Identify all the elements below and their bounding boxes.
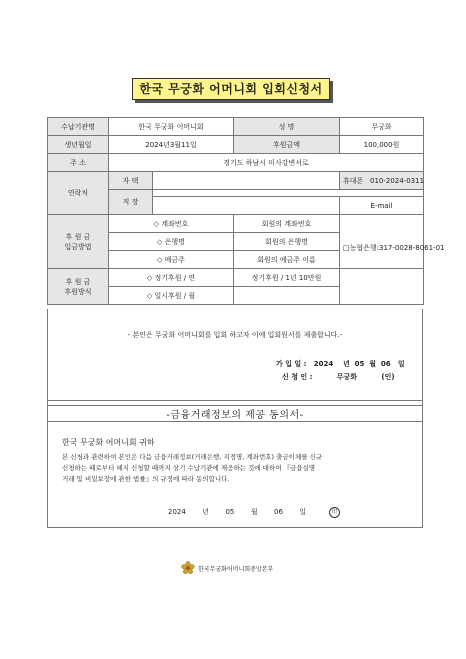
- table-row: [48, 215, 424, 233]
- table-row: [48, 136, 424, 154]
- table-row: [48, 172, 424, 190]
- home-value[interactable]: [153, 172, 340, 190]
- bank-label: ◇ 은행명: [109, 233, 234, 251]
- onetime-value[interactable]: [234, 287, 340, 305]
- form-title: 한국 무궁화 어머니회 입회신청서: [132, 78, 330, 100]
- work-value-extra[interactable]: [153, 197, 340, 215]
- join-date: 가 입 일 : 2024 년 05 월 06 일: [276, 360, 405, 368]
- seal-mark: 印: [329, 507, 340, 518]
- onetime-label[interactable]: ◇ 일시후원 / 월: [109, 287, 234, 305]
- bank-account: □농협은행:317-0028-8061-01: [340, 215, 424, 269]
- method-label: 후 원 금 후원방식: [48, 269, 109, 305]
- table-row: [48, 269, 424, 287]
- holder-value[interactable]: 회원의 예금주 이름: [234, 251, 340, 269]
- method-extra: [340, 269, 424, 305]
- birth-value[interactable]: 2024년3월11일: [109, 136, 234, 154]
- amount-value[interactable]: 100,000원: [340, 136, 424, 154]
- consent-date: 2024 년 05 월 06 일: [168, 508, 307, 516]
- bank-value[interactable]: 회원의 은행명: [234, 233, 340, 251]
- name-value[interactable]: 무궁화: [340, 118, 424, 136]
- footer: [181, 561, 273, 575]
- account-no-label: ◇ 계좌번호: [109, 215, 234, 233]
- declaration-statement: - 본인은 무궁화 어머니회를 입회 하고자 이에 입회원서를 제출합니다.-: [127, 331, 343, 339]
- declaration-box: [47, 309, 423, 406]
- hibiscus-logo-icon: [181, 561, 195, 575]
- regular-value[interactable]: 정기후원 / 1년 10만원: [234, 269, 340, 287]
- email-cell[interactable]: [340, 197, 424, 215]
- address-label: 주 소: [48, 154, 109, 172]
- table-row: [48, 154, 424, 172]
- email-label: E-mail: [370, 201, 393, 210]
- payment-label: 후 원 금 입금방법: [48, 215, 109, 269]
- consent-box: [47, 400, 423, 528]
- birth-label: 생년월일: [48, 136, 109, 154]
- consent-body: 본 신청과 관련하여 본인은 다음 금융거래정보(거래은행, 지정명, 계좌번호) 출금이체를 신규 신청하는 때로부터 해지 신청할 때까지 상기 수납기관에 제공하는 것에 대하여 『금융실명 거래 및 비밀보장에 관한 법률』의 규정에 따라 동의합니다.: [62, 453, 323, 483]
- table-row: [48, 118, 424, 136]
- mobile-label: 휴대폰: [343, 176, 364, 185]
- name-label: 성 명: [234, 118, 340, 136]
- consent-title: -금융거래정보의 제공 동의서-: [166, 410, 304, 421]
- work-label: 직 장: [109, 190, 153, 215]
- holder-label: ◇ 예금주: [109, 251, 234, 269]
- regular-label[interactable]: ◇ 정기후원 / 연: [109, 269, 234, 287]
- consent-recipient: 한국 무궁화 어머니회 귀하: [62, 438, 155, 447]
- amount-label: 후원금액: [234, 136, 340, 154]
- consent-divider: [48, 421, 422, 422]
- org-label: 수납기관명: [48, 118, 109, 136]
- account-no-value[interactable]: 회원의 계좌번호: [234, 215, 340, 233]
- application-form-table: [47, 117, 445, 305]
- contact-label: 연락처: [48, 172, 109, 215]
- footer-org: 한국무궁화어머니회중앙본부: [198, 565, 274, 573]
- address-value[interactable]: 경기도 하남시 미사강변서로: [109, 154, 424, 172]
- mobile-value[interactable]: 010-2024-0311: [369, 176, 425, 185]
- applicant-line: 신 청 인 : 무궁화 (인): [282, 373, 395, 381]
- work-value[interactable]: [153, 190, 424, 197]
- org-value[interactable]: 한국 무궁화 어머니회: [109, 118, 234, 136]
- home-label: 자 택: [109, 172, 153, 190]
- mobile-cell[interactable]: [340, 172, 424, 190]
